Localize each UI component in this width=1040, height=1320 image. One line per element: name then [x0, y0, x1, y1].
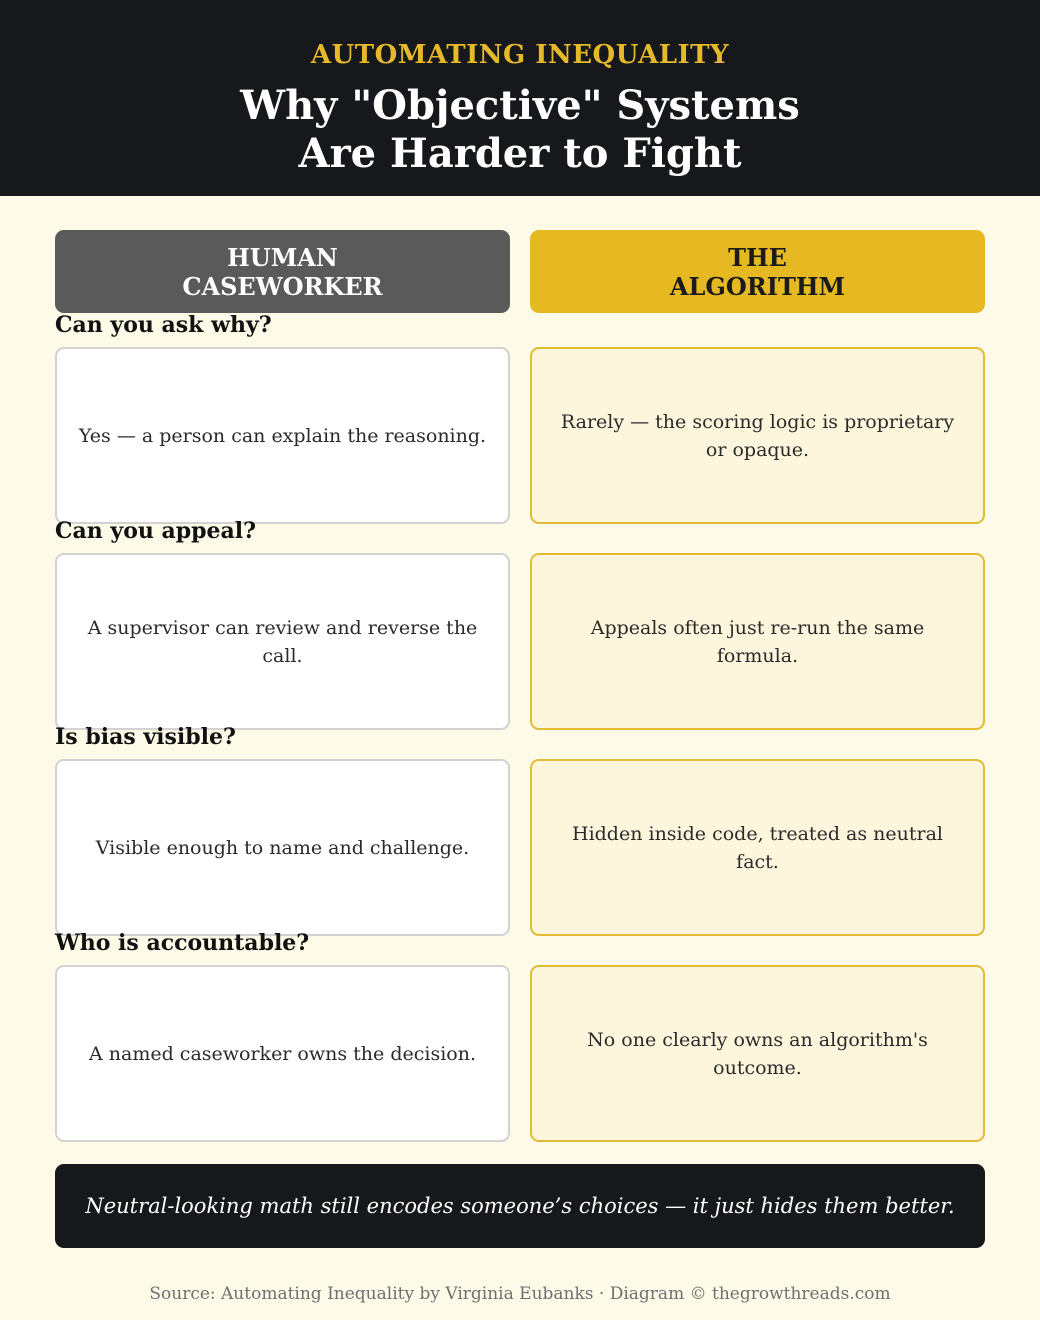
source-credit: Source: Automating Inequality by Virginia Eubanks · Diagram © thegrowthreads.com: [149, 1284, 891, 1304]
algorithm-answer-text: Hidden inside code, treated as neutral fact.: [572, 822, 943, 873]
takeaway-callout: [55, 1164, 985, 1248]
column-header-algorithm: [530, 230, 985, 313]
column-header-human-line-1: HUMAN: [227, 242, 338, 272]
human-answer-card: [55, 759, 510, 936]
row-question: Can you appeal?: [55, 518, 257, 544]
row-question: Who is accountable?: [55, 930, 310, 956]
column-header-human: [55, 230, 510, 313]
algorithm-answer-text: Rarely — the scoring logic is proprietary or opaque.: [560, 410, 955, 461]
human-answer-text: Visible enough to name and challenge.: [95, 836, 470, 859]
title-line-2: Are Harder to Fight: [298, 130, 742, 177]
algorithm-answer-card: [530, 759, 985, 936]
human-answer-card: [55, 965, 510, 1142]
human-answer-text: Yes — a person can explain the reasoning.: [78, 424, 487, 447]
book-kicker: AUTOMATING INEQUALITY: [310, 40, 730, 70]
page-title: [0, 82, 1040, 178]
algorithm-answer-text: No one clearly owns an algorithm's outcome.: [587, 1028, 928, 1079]
algorithm-answer-text: Appeals often just re-run the same formula.: [590, 616, 925, 667]
takeaway-text: Neutral-looking math still encodes someone’s choices — it just hides them better.: [85, 1194, 955, 1218]
human-answer-card: [55, 347, 510, 524]
column-header-algorithm-line-2: ALGORITHM: [669, 271, 846, 301]
algorithm-answer-card: [530, 347, 985, 524]
human-answer-card: [55, 553, 510, 730]
header-banner: [0, 0, 1040, 196]
algorithm-answer-card: [530, 965, 985, 1142]
algorithm-answer-card: [530, 553, 985, 730]
row-question: Can you ask why?: [55, 312, 272, 338]
column-header-algorithm-line-1: THE: [728, 242, 787, 272]
human-answer-text: A named caseworker owns the decision.: [89, 1042, 476, 1065]
column-header-human-line-2: CASEWORKER: [182, 271, 383, 301]
row-question: Is bias visible?: [55, 724, 236, 750]
title-line-1: Why "Objective" Systems: [240, 82, 800, 129]
human-answer-text: A supervisor can review and reverse the call.: [87, 616, 478, 667]
